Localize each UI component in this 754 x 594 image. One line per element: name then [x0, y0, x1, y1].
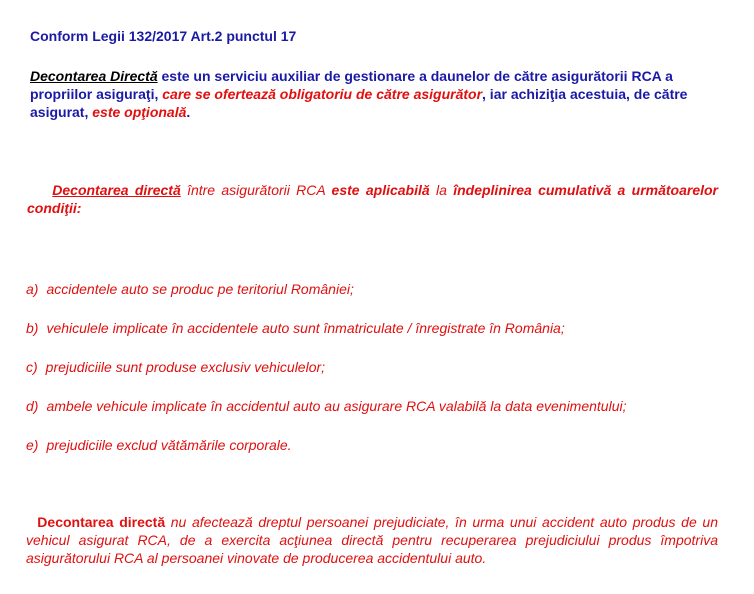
condition-item-b: [26, 319, 565, 337]
conditions-text-2: la: [429, 182, 454, 198]
condition-item-c: [26, 358, 325, 376]
condition-label: b): [26, 320, 39, 336]
condition-text: ambele vehicule implicate în accidentul auto au asigurare RCA valabilă la data evenimentului;: [46, 398, 627, 414]
intro-text-1: este un serviciu auxiliar de gestionare a daunelor de către asigurătorii RCA a propriilor asiguraţi,: [30, 68, 673, 102]
conditions-text-1: între asigurătorii RCA: [180, 182, 332, 198]
condition-text: accidentele auto se produc pe teritoriul României;: [46, 281, 354, 297]
final-paragraph: [26, 513, 718, 567]
condition-item-e: [26, 436, 292, 454]
condition-label: e): [26, 437, 39, 453]
intro-emphasis-2: este opţională: [92, 104, 187, 120]
condition-text: prejudiciile sunt produse exclusiv vehiculelor;: [45, 359, 326, 375]
conditions-bold-2: îndeplinirea cumulativă a următoarelor condiţii:: [27, 182, 718, 216]
condition-text: vehiculele implicate în accidentele auto sunt înmatriculate / înregistrate în România;: [46, 320, 565, 336]
intro-term: Decontarea Directă: [30, 68, 158, 84]
condition-label: d): [26, 398, 39, 414]
intro-text-2: , iar achiziţia acestuia, de către asigurat,: [30, 86, 688, 120]
intro-emphasis-1: care se ofertează obligatoriu de către asigurător: [162, 86, 483, 102]
conditions-bold-1: este aplicabilă: [331, 182, 430, 198]
conditions-term: Decontarea directă: [52, 182, 181, 198]
final-text: nu afectează dreptul persoanei prejudiciate, în urma unui accident auto produs de un vehicul asigurat RCA, de a exercita acţiunea directă pentru recuperarea prejudiciului produs împotriva asigurătorului RCA al persoanei vinovate de producerea accidentului auto.: [26, 514, 718, 566]
condition-text: prejudiciile exclud vătămările corporale.: [46, 437, 292, 453]
condition-label: c): [26, 359, 38, 375]
intro-paragraph: [30, 67, 730, 121]
condition-item-a: [26, 280, 354, 298]
condition-label: a): [26, 281, 39, 297]
intro-text-3: .: [186, 104, 191, 120]
document-heading: Conform Legii 132/2017 Art.2 punctul 17: [30, 28, 297, 44]
conditions-intro-paragraph: [27, 181, 718, 217]
condition-item-d: [26, 397, 627, 415]
final-term: Decontarea directă: [37, 514, 166, 530]
